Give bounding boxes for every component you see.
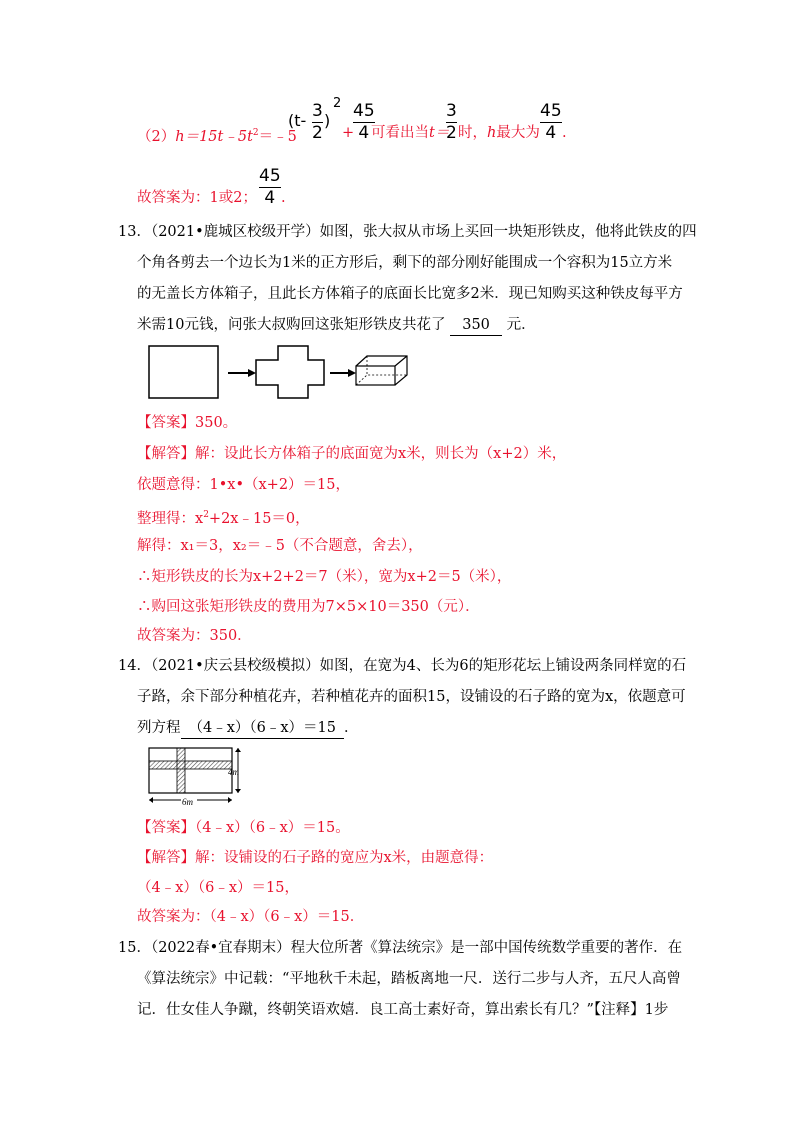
solution-line-h bbox=[137, 123, 297, 147]
q13-solution-3: 整理得：$x^2+2x﹣15=0$， bbox=[137, 510, 310, 527]
plus-sign: + bbox=[342, 125, 355, 141]
q13-line2: 个角各剪去一个边长为1米的正方形后，剩下的部分刚好能围成一个容积为15立方米 bbox=[137, 255, 673, 271]
q13-solution-6: ∴购回这张矩形铁皮的费用为7×5×10＝350（元）． bbox=[137, 599, 480, 615]
h-expression: h＝15t﹣5t bbox=[175, 128, 253, 145]
q14-answer-blank: （4﹣x）（6﹣x）＝15 bbox=[181, 718, 345, 739]
solution-mid-text: 可看出当t＝ bbox=[371, 125, 450, 141]
q14-line2: 子路，余下部分种植花卉，若种植花卉的面积15，设铺设的石子路的宽为x，依题意可 bbox=[137, 689, 686, 705]
q13-figure bbox=[148, 345, 438, 405]
q14-solution-1: 【解答】解：设铺设的石子路的宽应为x米，由题意得： bbox=[137, 850, 494, 866]
q14-line3: 列方程 （4﹣x）（6﹣x）＝15 ． bbox=[137, 718, 359, 739]
q14-solution-2: （4﹣x）（6﹣x）＝15， bbox=[137, 880, 300, 896]
equals-minus5: ＝﹣5 bbox=[258, 128, 297, 145]
q15-line1: 15．（2022春•宜春期末）程大位所著《算法统宗》是一部中国传统数学重要的著作．在 bbox=[118, 940, 683, 956]
fraction-3-over-2-b: 3 2 bbox=[446, 101, 457, 143]
q13-answer-blank: 350 bbox=[450, 315, 502, 336]
fraction-3-over-2: 3 2 bbox=[312, 101, 323, 143]
q13-solution-2: 依题意得：1•x•（x+2）＝15， bbox=[137, 477, 351, 493]
fig-width-label: 4m bbox=[228, 767, 239, 777]
q14-line1: 14．（2021•庆云县校级模拟）如图，在宽为4、长为6的矩形花坛上铺设两条同样宽的石 bbox=[118, 658, 687, 674]
answer-12-fraction: 45 4 bbox=[259, 166, 281, 208]
answer-12-text: 故答案为：1或2； bbox=[137, 190, 257, 206]
solution-after-text: 时，h最大为 bbox=[458, 125, 540, 141]
period: . bbox=[562, 125, 567, 141]
q13-line3: 的无盖长方体箱子，且此长方体箱子的底面长比宽多2米．现已知购买这种铁皮每平方 bbox=[137, 286, 683, 302]
q13-solution-4: 解得：x₁＝3，x₂＝﹣5（不合题意，舍去）， bbox=[137, 538, 423, 554]
q15-line3: 记．仕女佳人争蹴，终朝笑语欢嬉．良工高士素好奇，算出索长有几？”【注释】1步 bbox=[137, 1002, 669, 1018]
q13-answer: 【答案】350。 bbox=[137, 415, 238, 431]
paren-close: ) bbox=[324, 111, 331, 130]
square-exponent: 2 bbox=[333, 96, 342, 111]
paren-open: (t- bbox=[288, 111, 307, 130]
q13-solution-1: 【解答】解：设此长方体箱子的底面宽为x米，则长为（x+2）米， bbox=[137, 446, 567, 462]
fig-length-label: 6m bbox=[182, 797, 193, 807]
q13-line1: 13．（2021•鹿城区校级开学）如图，张大叔从市场上买回一块矩形铁皮，他将此铁皮的四 bbox=[118, 224, 697, 240]
q14-answer: 【答案】（4﹣x）（6﹣x）＝15。 bbox=[137, 820, 350, 836]
step-number: （2） bbox=[137, 128, 176, 145]
q15-line2: 《算法统宗》中记载：“平地秋千未起，踏板离地一尺．送行二步与人齐，五尺人高曾 bbox=[137, 971, 681, 987]
answer-12-end: . bbox=[281, 190, 286, 206]
q14-figure bbox=[148, 747, 258, 809]
q14-final-answer: 故答案为：（4﹣x）（6﹣x）＝15． bbox=[137, 909, 365, 925]
fraction-45-over-4: 45 4 bbox=[353, 101, 375, 143]
q13-solution-5: ∴矩形铁皮的长为x+2+2＝7（米），宽为x+2＝5（米）， bbox=[137, 569, 512, 585]
fraction-45-over-4-b: 45 4 bbox=[540, 101, 562, 143]
q13-line4: 米需10元钱，问张大叔购回这张矩形铁皮共花了 350 元． bbox=[137, 315, 536, 336]
exponent: 2 bbox=[252, 128, 259, 138]
q13-final-answer: 故答案为：350． bbox=[137, 628, 252, 644]
